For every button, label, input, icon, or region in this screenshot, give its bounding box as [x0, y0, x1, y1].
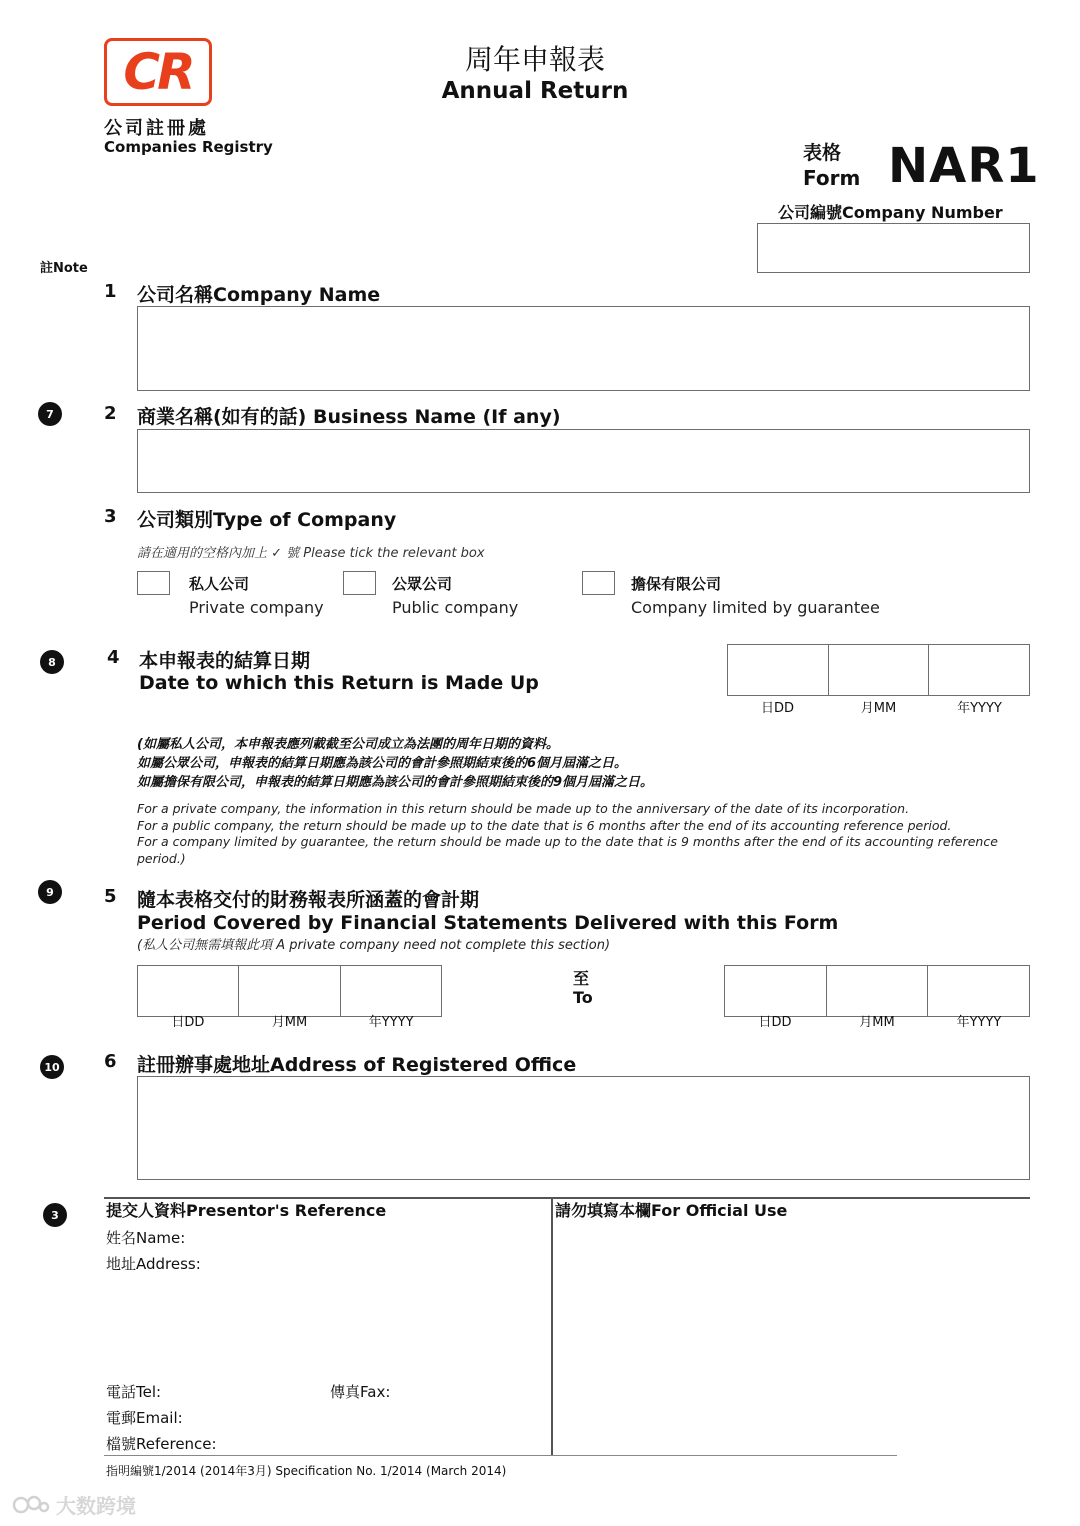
period-to-year-input[interactable] — [928, 966, 1029, 1016]
month-label: 月MM — [860, 701, 897, 716]
presentor-tel-label: 電話Tel: — [106, 1383, 162, 1401]
presentor-email-label: 電郵Email: — [106, 1409, 183, 1427]
company-name-field[interactable] — [137, 306, 1030, 391]
note-label: 註Note — [40, 261, 88, 276]
guarantee-company-label-zh: 擔保有限公司 — [631, 575, 722, 593]
period-to-fields — [724, 965, 1030, 1017]
note-marker-10: 10 — [40, 1055, 64, 1079]
private-company-label-zh: 私人公司 — [189, 575, 250, 593]
cr-logo-text: CR — [123, 43, 193, 101]
presentor-name-label: 姓名Name: — [106, 1229, 186, 1247]
form-code: NAR1 — [888, 138, 1040, 194]
presentor-reference-label: 檔號Reference: — [106, 1435, 217, 1453]
year-label: 年YYYY — [957, 701, 1002, 716]
specification-footer: 指明編號1/2014 (2014年3月) Specification No. 1/2014 (March 2014) — [106, 1464, 507, 1478]
note-marker-8: 8 — [40, 650, 64, 674]
guarantee-company-checkbox[interactable] — [582, 571, 615, 595]
section-5-subnote: (私人公司無需填報此項 A private company need not complete this section) — [137, 938, 611, 953]
public-company-label-zh: 公眾公司 — [392, 575, 453, 593]
to-label-zh: 至 — [573, 969, 590, 988]
official-use-title: 請勿填寫本欄For Official Use — [555, 1201, 788, 1220]
made-up-day-input[interactable] — [728, 645, 829, 695]
registry-name-en: Companies Registry — [104, 138, 273, 156]
period-to-labels — [724, 1011, 1030, 1030]
section-5-number: 5 — [104, 886, 117, 907]
watermark-text: 大数跨境 — [56, 1494, 136, 1518]
year-label: 年YYYY — [368, 1015, 414, 1030]
section-3-title: 公司類別Type of Company — [137, 509, 397, 531]
note-zh-line: (如屬私人公司，本申報表應列載截至公司成立為法團的周年日期的資料。 — [137, 737, 559, 752]
note-en-line: For a public company, the return should be made up to the date that is 6 months after the end of its accounting reference period. — [137, 817, 952, 833]
period-from-labels — [137, 1011, 442, 1030]
period-to-month-input[interactable] — [827, 966, 929, 1016]
section-1-title: 公司名稱Company Name — [137, 284, 381, 306]
note-en-line: For a company limited by guarantee, the return should be made up to the date that is 9 months after the end of its accounting reference — [137, 834, 998, 849]
public-company-checkbox[interactable] — [343, 571, 376, 595]
form-title-en: Annual Return — [441, 78, 629, 104]
day-label: 日DD — [758, 1015, 792, 1030]
made-up-date-labels — [727, 697, 1030, 716]
note-marker-9: 9 — [38, 880, 62, 904]
note-zh-line: 如屬擔保有限公司，申報表的結算日期應為該公司的會計參照期結束後的9個月屆滿之日。 — [137, 775, 654, 790]
form-label-zh: 表格 — [803, 142, 842, 164]
section-3-number: 3 — [104, 506, 117, 527]
period-to-day-input[interactable] — [725, 966, 827, 1016]
note-en-line: For a private company, the information in this return should be made up to the anniversary of the date of its incorporation. — [137, 801, 910, 816]
private-company-checkbox[interactable] — [137, 571, 170, 595]
tick-instruction: 請在適用的空格內加上 ✓ 號 Please tick the relevant box — [137, 546, 485, 561]
section-6-number: 6 — [104, 1051, 117, 1072]
form-label-en: Form — [803, 166, 861, 190]
made-up-year-input[interactable] — [929, 645, 1029, 695]
made-up-date-fields — [727, 644, 1030, 696]
to-label-en: To — [573, 988, 593, 1007]
section-2-number: 2 — [104, 403, 117, 424]
made-up-month-input[interactable] — [829, 645, 930, 695]
day-label: 日DD — [171, 1015, 205, 1030]
section-4-notes-en — [137, 801, 1032, 867]
note-zh-line: 如屬公眾公司，申報表的結算日期應為該公司的會計參照期結束後的6個月屆滿之日。 — [137, 756, 628, 771]
watermark-icon — [12, 1493, 50, 1517]
period-from-month-input[interactable] — [239, 966, 340, 1016]
note-en-line: period.) — [137, 850, 186, 866]
presentor-bottom-rule — [104, 1455, 897, 1456]
day-label: 日DD — [760, 701, 795, 716]
company-number-label: 公司編號Company Number — [778, 203, 1003, 222]
period-from-year-input[interactable] — [341, 966, 441, 1016]
private-company-label-en: Private company — [189, 598, 324, 617]
section-1-number: 1 — [104, 281, 117, 302]
month-label: 月MM — [271, 1015, 308, 1030]
section-4-number: 4 — [107, 647, 120, 668]
year-label: 年YYYY — [956, 1015, 1002, 1030]
section-6-title: 註冊辦事處地址Address of Registered Office — [137, 1054, 577, 1076]
presentor-title: 提交人資料Presentor's Reference — [106, 1201, 387, 1220]
section-5-title-en: Period Covered by Financial Statements Delivered with this Form — [137, 912, 839, 934]
guarantee-company-label-en: Company limited by guarantee — [631, 598, 880, 617]
watermark — [12, 1490, 136, 1519]
note-marker-3: 3 — [43, 1203, 67, 1227]
form-title-zh: 周年申報表 — [464, 43, 605, 76]
note-marker-7: 7 — [38, 402, 62, 426]
business-name-field[interactable] — [137, 429, 1030, 493]
month-label: 月MM — [859, 1015, 895, 1030]
registered-office-field[interactable] — [137, 1076, 1030, 1180]
cr-logo — [104, 38, 212, 106]
section-4-title-en: Date to which this Return is Made Up — [139, 672, 539, 694]
period-from-fields — [137, 965, 442, 1017]
company-number-field[interactable] — [757, 223, 1030, 273]
section-5-title-zh: 隨本表格交付的財務報表所涵蓋的會計期 — [137, 889, 480, 911]
section-4-title-zh: 本申報表的結算日期 — [139, 650, 311, 672]
period-from-day-input[interactable] — [138, 966, 239, 1016]
presentor-fax-label: 傳真Fax: — [330, 1383, 391, 1401]
public-company-label-en: Public company — [392, 598, 519, 617]
section-2-title: 商業名稱(如有的話) Business Name (If any) — [137, 406, 561, 428]
registry-name-zh: 公司註冊處 — [104, 118, 209, 139]
column-divider — [551, 1197, 553, 1455]
presentor-address-label: 地址Address: — [106, 1255, 201, 1273]
section-4-notes-zh — [137, 735, 653, 792]
